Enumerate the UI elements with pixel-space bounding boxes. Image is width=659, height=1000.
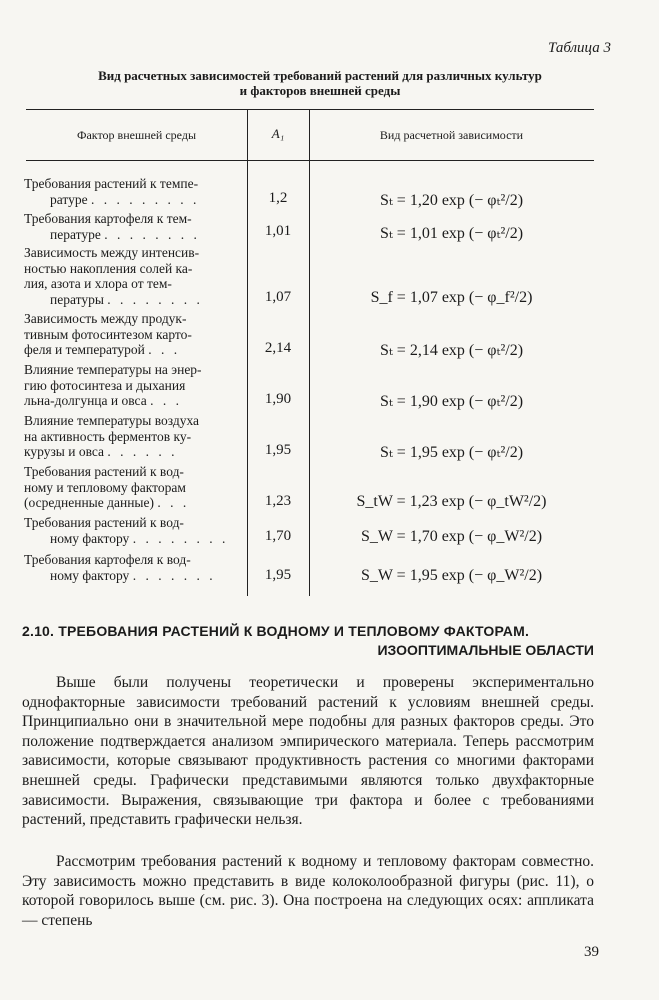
- factor-line: ратуре: [50, 191, 88, 207]
- factor-line: Влияние температуры воздуха: [24, 413, 200, 428]
- a1-cell: 1,90: [264, 391, 292, 407]
- factor-line: ному и тепловому факторам: [24, 479, 186, 495]
- table-label: Таблица 3: [548, 40, 611, 56]
- factor-cell: [24, 464, 242, 511]
- leader-dots: . . . . . . . . .: [90, 191, 200, 207]
- factor-line: ностью накопления солей ка-: [24, 260, 193, 276]
- table-caption-line2: и факторов внешней среды: [239, 83, 401, 98]
- factor-line: ному фактору: [50, 530, 130, 546]
- factor-line: пературе: [50, 226, 101, 242]
- header-a1: A₁: [271, 126, 285, 141]
- page-number: 39: [584, 944, 599, 960]
- a1-cell: 1,70: [264, 528, 292, 544]
- body-paragraph: Выше были получены теоретически и проверены экспериментально однофакторные зависимости требований растений к условиям внешней среды. Принципиально они в значительной мере подобны для разных факторов среды. Это положение подтверждается анализом эмпирического материала. Теперь рассмотрим зависимости, которые связывают продуктивность растения со многими факторами внешней среды. Графически представимыми являются только двухфакторные зависимости. Выражения, связывающие три фактора и более с требованиями растений, представить графически нельзя.: [22, 674, 594, 829]
- factor-cell: [24, 552, 242, 583]
- header-factor: Фактор внешней среды: [76, 128, 197, 142]
- table-top-rule: [26, 109, 594, 110]
- factor-line: гию фотосинтеза и дыхания: [24, 377, 186, 393]
- factor-cell: [24, 362, 242, 409]
- a1-cell: 1,2: [268, 190, 288, 206]
- header-formula: Вид расчетной зависимости: [379, 128, 524, 142]
- factor-line: пературы: [50, 291, 104, 307]
- factor-line: Влияние температуры на энер-: [24, 362, 202, 377]
- formula-cell: S_tW = 1,23 exp (− φ_tW²/2): [356, 493, 547, 510]
- a1-cell: 1,01: [264, 223, 292, 239]
- factor-line: Требования растений к вод-: [24, 464, 184, 479]
- table-header-rule: [26, 160, 594, 161]
- factor-line: Зависимость между продук-: [24, 311, 187, 326]
- a1-cell: 1,95: [264, 442, 292, 458]
- formula-cell: S_f = 1,07 exp (− φ_f²/2): [370, 289, 533, 306]
- factor-line: Требования картофеля к тем-: [24, 211, 192, 226]
- factor-cell: [24, 515, 242, 546]
- factor-line: (осредненные данные): [24, 495, 154, 510]
- factor-line: Требования растений к темпе-: [24, 176, 199, 191]
- table-caption: [40, 68, 600, 98]
- formula-cell: S_W = 1,70 exp (− φ_W²/2): [360, 528, 543, 545]
- section-heading-line2: ИЗООПТИМАЛЬНЫЕ ОБЛАСТИ: [377, 642, 594, 658]
- factor-line: феля и температурой: [24, 342, 145, 357]
- formula-cell: Sₜ = 1,20 exp (− φₜ²/2): [379, 192, 524, 209]
- section-heading: [22, 622, 594, 660]
- leader-dots: . . .: [150, 393, 182, 408]
- leader-dots: . . .: [148, 342, 181, 357]
- factor-cell: [24, 211, 242, 242]
- factor-cell: [24, 311, 242, 358]
- leader-dots: . . . . . . . .: [132, 530, 229, 546]
- a1-cell: 1,07: [264, 289, 292, 305]
- factor-cell: [24, 176, 242, 207]
- a1-cell: 1,23: [264, 493, 292, 509]
- leader-dots: . . . . . . . .: [104, 226, 200, 242]
- body-paragraph: Рассмотрим требования растений к водному и тепловому факторам совместно. Эту зависимость можно представить в виде колоколообразной фигуры (рис. 11), о которой говорилось выше (см. рис. 3). Она построена на следующих осях: аппликата — степень: [22, 853, 594, 929]
- factor-line: Требования картофеля к вод-: [24, 552, 191, 567]
- formula-cell: Sₜ = 2,14 exp (− φₜ²/2): [379, 342, 524, 359]
- a1-cell: 2,14: [264, 340, 292, 356]
- formula-cell: Sₜ = 1,95 exp (− φₜ²/2): [379, 444, 524, 461]
- section-heading-line1: 2.10. ТРЕБОВАНИЯ РАСТЕНИЙ К ВОДНОМУ И ТЕПЛОВОМУ ФАКТОРАМ.: [22, 623, 530, 639]
- factor-line: ному фактору: [50, 567, 130, 583]
- formula-cell: Sₜ = 1,90 exp (− φₜ²/2): [379, 393, 524, 410]
- formula-cell: Sₜ = 1,01 exp (− φₜ²/2): [379, 225, 524, 242]
- leader-dots: . . .: [157, 495, 190, 510]
- factor-line: Зависимость между интенсив-: [24, 245, 200, 260]
- factor-line: курузы и овса: [24, 444, 105, 459]
- table-caption-line1: Вид расчетных зависимостей требований растений для различных культур: [98, 68, 542, 83]
- a1-cell: 1,95: [264, 567, 292, 583]
- leader-dots: . . . . . . . .: [107, 291, 203, 307]
- factor-line: лия, азота и хлора от тем-: [24, 276, 172, 291]
- factor-line: льна-долгунца и овса: [24, 393, 147, 408]
- factor-line: тивным фотосинтезом карто-: [24, 326, 192, 342]
- factor-cell: [24, 245, 242, 307]
- factor-cell: [24, 413, 242, 460]
- factor-line: на активность ферментов ку-: [24, 428, 192, 444]
- leader-dots: . . . . . .: [107, 444, 178, 459]
- factor-line: Требования растений к вод-: [24, 515, 184, 530]
- leader-dots: . . . . . . .: [132, 567, 216, 583]
- formula-cell: S_W = 1,95 exp (− φ_W²/2): [360, 567, 543, 584]
